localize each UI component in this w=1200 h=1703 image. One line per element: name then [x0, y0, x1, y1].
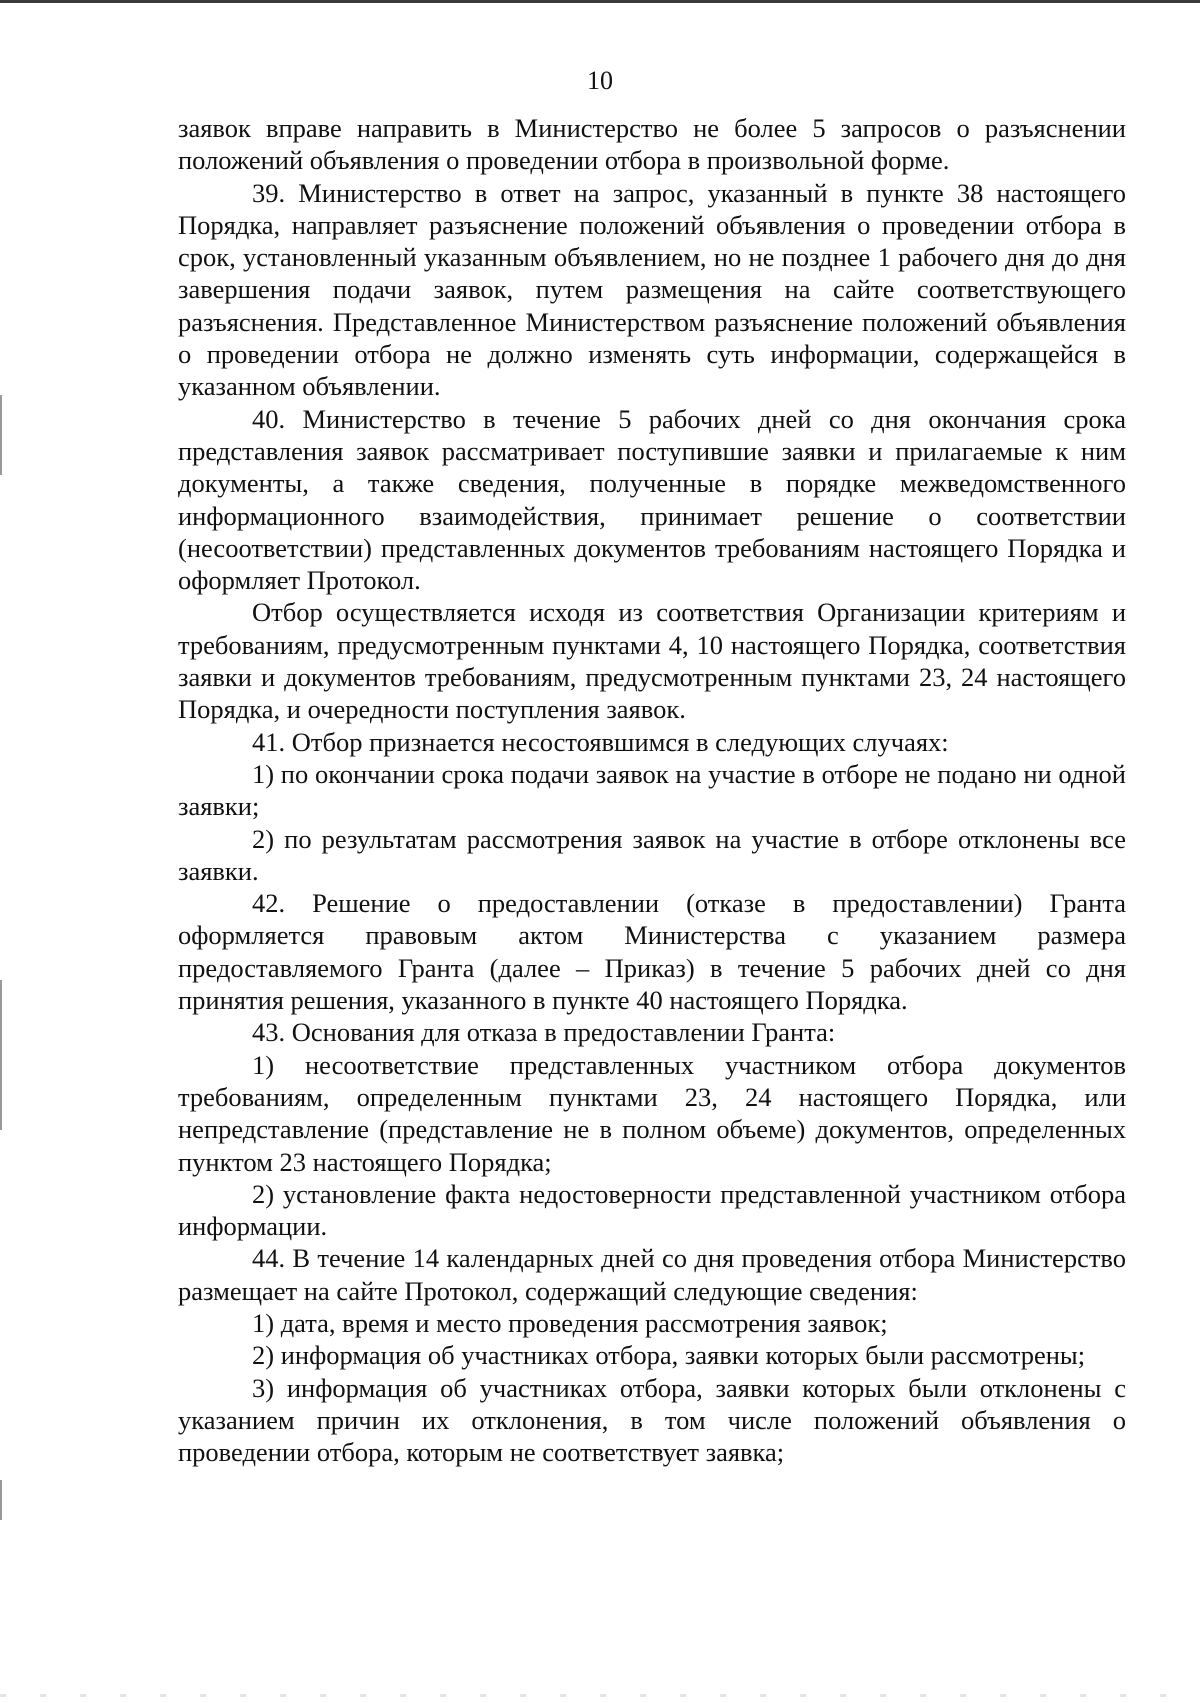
document-body	[178, 112, 1126, 1468]
paragraph: 1) дата, время и место проведения рассмотрения заявок;	[252, 1307, 888, 1338]
paragraph: 43. Основания для отказа в предоставлении Гранта:	[252, 1017, 836, 1048]
page-number: 10	[587, 66, 613, 95]
paragraph: 2) по результатам рассмотрения заявок на участие в отборе отклонены все заявки.	[178, 823, 1126, 886]
paragraph: 42. Решение о предоставлении (отказе в предоставлении) Гранта оформляется правовым актом Министерства с указанием размера предоставляемого Гранта (далее – Приказ) в течение 5 рабочих дней со дня принятия решения, указанного в пункте 40 настоящего Порядка.	[178, 888, 1126, 1016]
paragraph: 2) информация об участниках отбора, заявки которых были рассмотрены;	[252, 1340, 1086, 1371]
scan-left-edge-mark	[0, 395, 2, 475]
scan-left-edge-mark	[0, 1480, 2, 1520]
paragraph: заявок вправе направить в Министерство не более 5 запросов о разъяснении положений объявления о проведении отбора в произвольной форме.	[178, 113, 1126, 176]
paragraph: 1) несоответствие представленных участником отбора документов требованиям, определенным пунктами 23, 24 настоящего Порядка, или непредставление (представление не в полном объеме) документов, определенных пунктом 23 настоящего Порядка;	[178, 1049, 1126, 1177]
paragraph: 41. Отбор признается несостоявшимся в следующих случаях:	[252, 726, 949, 757]
paragraph: 1) по окончании срока подачи заявок на участие в отборе не подано ни одной заявки;	[178, 758, 1126, 822]
scan-top-edge	[0, 0, 1200, 3]
paragraph: 44. В течение 14 календарных дней со дня проведения отбора Министерство размещает на сайте Протокол, содержащий следующие сведения:	[178, 1243, 1126, 1306]
paragraph: 39. Министерство в ответ на запрос, указанный в пункте 38 настоящего Порядка, направляет разъяснение положений объявления о проведении отбора в срок, установленный указанным объявлением, но не позднее 1 рабочего дня до дня завершения подачи заявок, путем размещения на сайте соответствующего разъяснения. Представленное Министерством разъяснение положений объявления о проведении отбора не должно изменять суть информации, содержащейся в указанном объявлении.	[178, 177, 1126, 402]
paragraph: 40. Министерство в течение 5 рабочих дней со дня окончания срока представления заявок рассматривает поступившие заявки и прилагаемые к ним документы, а также сведения, полученные в порядке межведомственного информационного взаимодействия, принимает решение о соответствии (несоответствии) представленных документов требованиям настоящего Порядка и оформляет Протокол.	[178, 403, 1126, 596]
scan-bottom-edge	[0, 1694, 1200, 1697]
paragraph: Отбор осуществляется исходя из соответствия Организации критериям и требованиям, предусмотренным пунктами 4, 10 настоящего Порядка, соответствия заявки и документов требованиям, предусмотренным пунктами 23, 24 настоящего Порядка, и очередности поступления заявок.	[178, 597, 1126, 725]
paragraph: 3) информация об участниках отбора, заявки которых были отклонены с указанием причин их отклонения, в том числе положений объявления о проведении отбора, которым не соответствует заявка;	[178, 1372, 1126, 1468]
scan-left-edge-mark	[0, 980, 2, 1130]
paragraph: 2) установление факта недостоверности представленной участником отбора информации.	[178, 1178, 1126, 1242]
